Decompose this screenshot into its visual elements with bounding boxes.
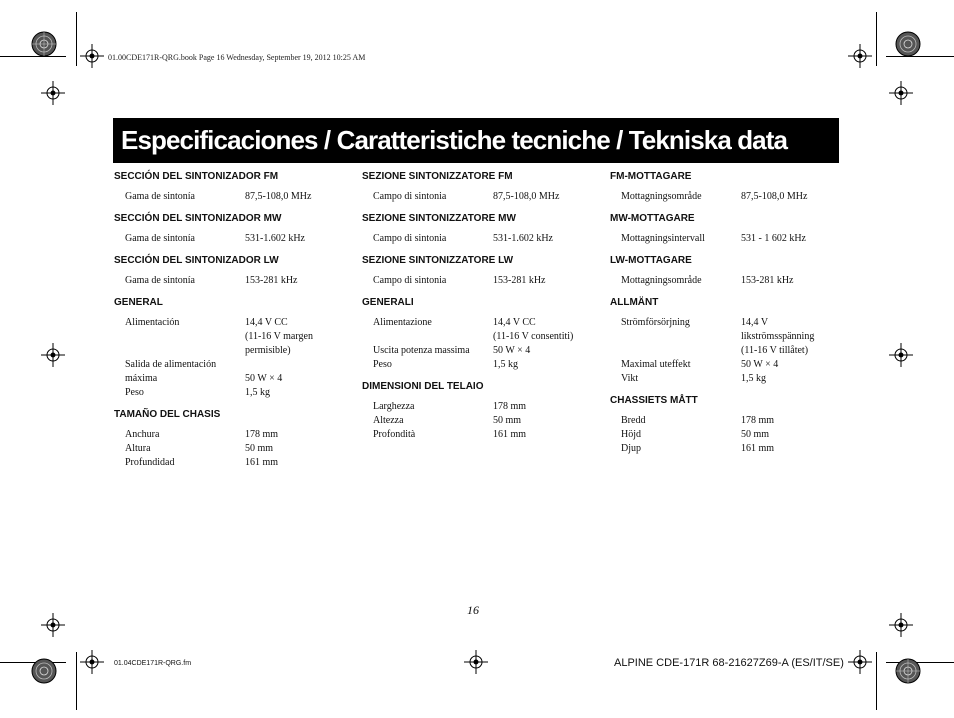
spec-rows — [373, 316, 592, 372]
spec-section — [362, 297, 592, 372]
spec-label: Gama de sintonía — [125, 233, 195, 244]
registration-mark-icon — [80, 44, 104, 68]
spec-label — [621, 344, 741, 358]
spec-label: Profondità — [373, 429, 416, 440]
spec-row — [125, 456, 344, 470]
spec-section — [610, 213, 840, 246]
registration-mark-icon — [41, 81, 65, 105]
spec-label: Altezza — [373, 415, 404, 426]
spec-rows — [621, 190, 840, 204]
spec-row — [373, 274, 592, 288]
rosette-mark-icon — [895, 31, 921, 57]
spec-value: 178 mm — [493, 401, 527, 412]
registration-mark-icon — [41, 343, 65, 367]
spec-value: (11-16 V tillåtet) — [741, 345, 809, 356]
registration-mark-icon — [848, 44, 872, 68]
spec-value: 153-281 kHz — [493, 275, 546, 286]
spec-row — [621, 330, 840, 344]
footer-file-name: 01.04CDE171R-QRG.fm — [114, 660, 192, 667]
spec-row — [621, 190, 840, 204]
spec-row — [621, 274, 840, 288]
spec-label: Gama de sintonía — [125, 191, 195, 202]
spec-section — [114, 255, 344, 288]
spec-rows — [373, 232, 592, 246]
spec-value: 1,5 kg — [493, 359, 518, 370]
spec-section — [114, 409, 344, 470]
spec-row — [373, 330, 592, 344]
spec-value: 50 W × 4 — [493, 345, 531, 356]
spec-label — [373, 330, 493, 344]
registration-mark-icon — [80, 650, 104, 674]
spec-row — [621, 344, 840, 358]
rosette-mark-icon — [31, 31, 57, 57]
rosette-mark-icon — [895, 658, 921, 684]
spec-row — [621, 428, 840, 442]
spec-label — [125, 330, 245, 344]
spec-label: Campo di sintonia — [373, 233, 447, 244]
spec-value: 178 mm — [245, 429, 279, 440]
spec-row — [373, 190, 592, 204]
spec-value: 178 mm — [741, 415, 775, 426]
section-heading: GENERAL — [114, 297, 163, 308]
spec-row — [621, 316, 840, 330]
spec-section — [114, 213, 344, 246]
registration-mark-icon — [41, 613, 65, 637]
spec-rows — [621, 232, 840, 246]
section-heading: CHASSIETS MÅTT — [610, 395, 698, 406]
spec-label: Uscita potenza massima — [373, 345, 470, 356]
spec-section — [610, 255, 840, 288]
spec-value: 1,5 kg — [245, 387, 270, 398]
crop-line — [76, 12, 77, 66]
spec-value: 531-1.602 kHz — [493, 233, 553, 244]
spec-row — [373, 316, 592, 330]
spec-row — [373, 232, 592, 246]
spec-column-italian — [362, 171, 592, 451]
registration-mark-icon — [889, 343, 913, 367]
section-heading: MW-MOTTAGARE — [610, 213, 695, 224]
spec-row — [125, 190, 344, 204]
spec-section — [362, 171, 592, 204]
spec-value: 14,4 V CC — [493, 317, 536, 328]
spec-label: Anchura — [125, 429, 160, 440]
spec-label: Gama de sintonía — [125, 275, 195, 286]
rosette-mark-icon — [31, 658, 57, 684]
registration-mark-icon — [889, 613, 913, 637]
spec-row — [373, 358, 592, 372]
spec-section — [114, 171, 344, 204]
spec-row — [125, 344, 344, 358]
spec-column-swedish — [610, 171, 840, 465]
spec-label: Larghezza — [373, 401, 415, 412]
section-heading: SEZIONE SINTONIZZATORE MW — [362, 213, 516, 224]
spec-value: 87,5-108,0 MHz — [493, 191, 560, 202]
spec-section — [610, 297, 840, 386]
spec-rows — [621, 274, 840, 288]
crop-line — [876, 12, 877, 66]
spec-value: 14,4 V CC — [245, 317, 288, 328]
spec-column-spanish — [114, 171, 344, 479]
spec-value: 50 W × 4 — [741, 359, 779, 370]
spec-label: Peso — [125, 387, 144, 398]
page-number: 16 — [467, 603, 479, 617]
spec-rows — [621, 414, 840, 456]
spec-label: Campo di sintonia — [373, 191, 447, 202]
registration-mark-icon — [889, 81, 913, 105]
spec-label: Salida de alimentación — [125, 359, 217, 370]
spec-value: 14,4 V — [741, 317, 769, 328]
spec-section — [362, 255, 592, 288]
registration-mark-icon — [464, 650, 488, 674]
spec-value: 50 mm — [741, 429, 770, 440]
spec-label: Maximal uteffekt — [621, 359, 691, 370]
spec-row — [621, 414, 840, 428]
spec-row — [125, 316, 344, 330]
spec-value: likströmsspänning — [741, 331, 815, 342]
spec-label: Strömförsörjning — [621, 317, 690, 328]
spec-value: 161 mm — [741, 443, 775, 454]
spec-rows — [621, 316, 840, 386]
section-heading: LW-MOTTAGARE — [610, 255, 692, 266]
spec-label: Profundidad — [125, 457, 175, 468]
page-title-text: Especificaciones / Caratteristiche tecniche / Tekniska data — [121, 125, 788, 155]
section-heading: SECCIÓN DEL SINTONIZADOR LW — [114, 255, 279, 266]
spec-label: Djup — [621, 443, 641, 454]
spec-label: Campo di sintonia — [373, 275, 447, 286]
spec-row — [621, 442, 840, 456]
spec-label: Höjd — [621, 429, 641, 440]
spec-row — [621, 358, 840, 372]
crop-line — [76, 652, 77, 710]
spec-section — [362, 381, 592, 442]
spec-value: (11-16 V margen — [245, 331, 313, 342]
registration-mark-icon — [848, 650, 872, 674]
spec-label: Alimentación — [125, 317, 180, 328]
spec-label: Peso — [373, 359, 392, 370]
section-heading: GENERALI — [362, 297, 414, 308]
spec-label: Bredd — [621, 415, 646, 426]
spec-value: 531-1.602 kHz — [245, 233, 305, 244]
spec-section — [114, 297, 344, 400]
spec-row — [125, 386, 344, 400]
spec-section — [610, 395, 840, 456]
crop-line — [876, 652, 877, 710]
spec-value: (11-16 V consentiti) — [493, 331, 574, 342]
spec-label — [621, 330, 741, 344]
spec-rows — [125, 316, 344, 400]
spec-rows — [125, 190, 344, 204]
spec-row — [125, 428, 344, 442]
spec-row — [125, 232, 344, 246]
file-note: 01.00CDE171R-QRG.book Page 16 Wednesday, September 19, 2012 10:25 AM — [108, 53, 366, 62]
spec-value: 1,5 kg — [741, 373, 766, 384]
spec-value: 87,5-108,0 MHz — [245, 191, 312, 202]
section-heading: ALLMÄNT — [610, 297, 659, 308]
spec-value — [245, 358, 344, 372]
spec-value: 153-281 kHz — [245, 275, 298, 286]
spec-rows — [373, 274, 592, 288]
spec-row — [125, 358, 344, 372]
spec-row — [125, 330, 344, 344]
spec-rows — [125, 274, 344, 288]
spec-rows — [373, 190, 592, 204]
spec-value: 161 mm — [493, 429, 527, 440]
spec-row — [125, 372, 344, 386]
spec-row — [373, 344, 592, 358]
section-heading: SEZIONE SINTONIZZATORE FM — [362, 171, 513, 182]
section-heading: TAMAÑO DEL CHASIS — [114, 409, 221, 420]
spec-label: Mottagningsområde — [621, 275, 702, 286]
spec-label: Mottagningsområde — [621, 191, 702, 202]
spec-row — [621, 372, 840, 386]
spec-label — [125, 344, 245, 358]
section-heading: SECCIÓN DEL SINTONIZADOR FM — [114, 171, 279, 182]
spec-label: máxima — [125, 373, 158, 384]
spec-value: 50 mm — [493, 415, 522, 426]
spec-row — [373, 414, 592, 428]
spec-section — [610, 171, 840, 204]
spec-label: Alimentazione — [373, 317, 432, 328]
spec-rows — [373, 400, 592, 442]
spec-value: 87,5-108,0 MHz — [741, 191, 808, 202]
section-heading: SEZIONE SINTONIZZATORE LW — [362, 255, 514, 266]
spec-value: permisible) — [245, 345, 291, 356]
spec-value: 153-281 kHz — [741, 275, 794, 286]
section-heading: FM-MOTTAGARE — [610, 171, 692, 182]
page-title — [113, 118, 839, 163]
spec-label: Vikt — [621, 373, 639, 384]
section-heading: DIMENSIONI DEL TELAIO — [362, 381, 484, 392]
footer-model: ALPINE CDE-171R 68-21627Z69-A (ES/IT/SE) — [614, 657, 844, 669]
spec-label: Mottagningsintervall — [621, 233, 705, 244]
spec-rows — [125, 428, 344, 470]
spec-row — [373, 400, 592, 414]
spec-value: 161 mm — [245, 457, 279, 468]
spec-row — [373, 428, 592, 442]
spec-rows — [125, 232, 344, 246]
spec-section — [362, 213, 592, 246]
spec-row — [621, 232, 840, 246]
spec-value: 50 W × 4 — [245, 373, 283, 384]
spec-label: Altura — [125, 443, 151, 454]
section-heading: SECCIÓN DEL SINTONIZADOR MW — [114, 213, 282, 224]
spec-value: 531 - 1 602 kHz — [741, 233, 806, 244]
spec-value: 50 mm — [245, 443, 274, 454]
spec-row — [125, 442, 344, 456]
spec-row — [125, 274, 344, 288]
